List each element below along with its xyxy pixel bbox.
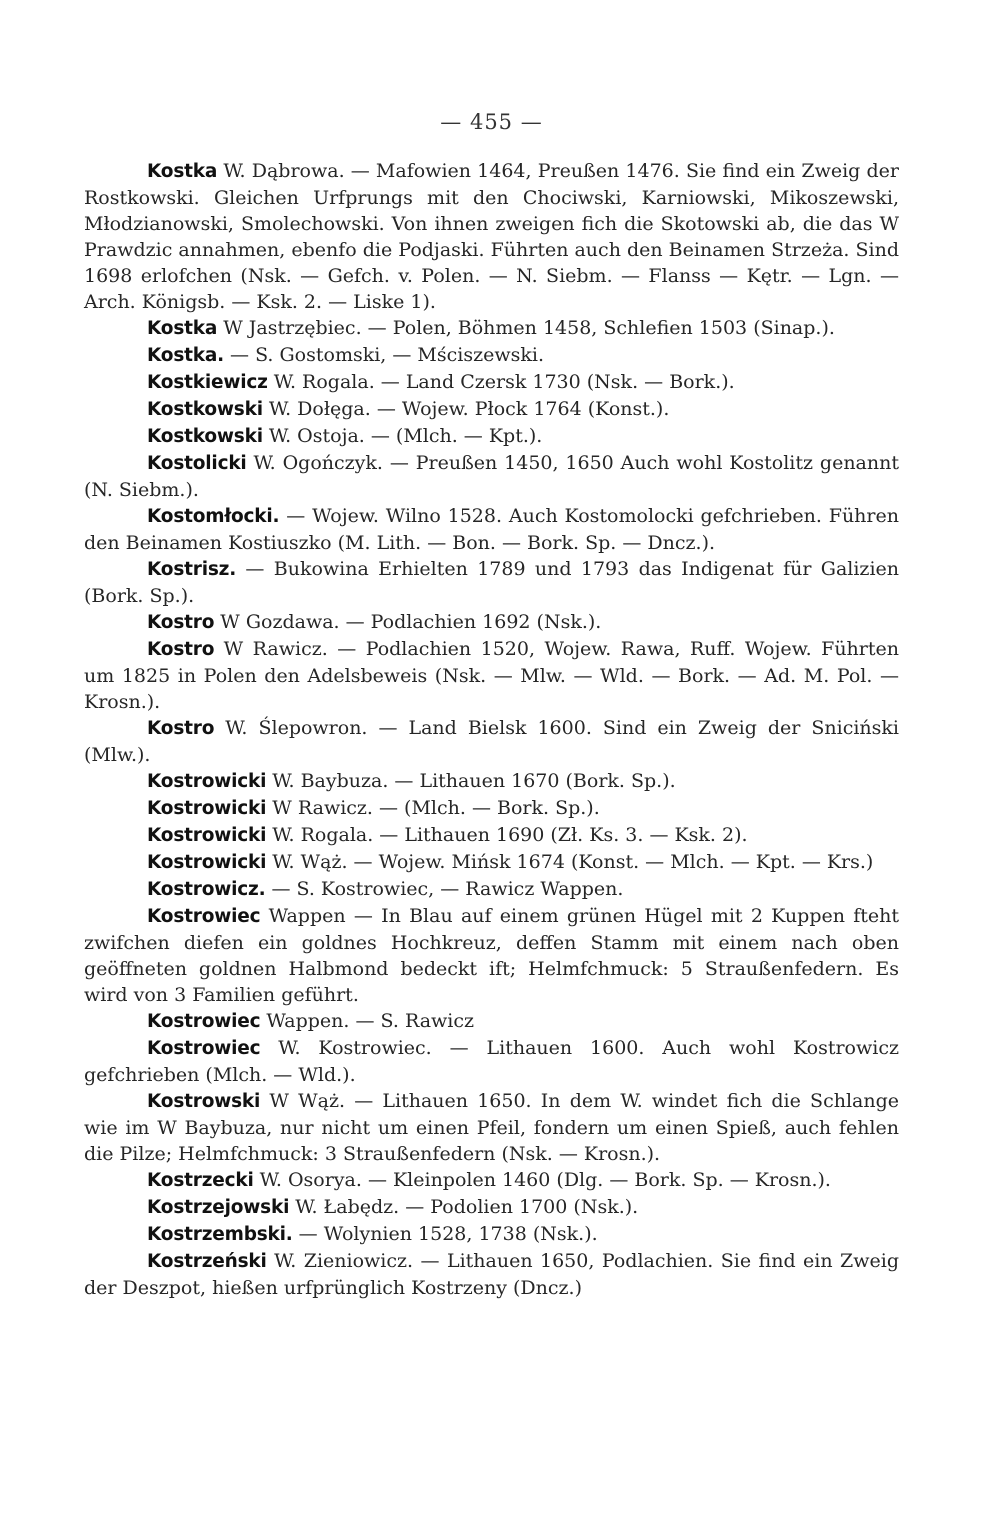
entry-text: W. Ogończyk. — Preußen 1450, 1650 Auch wohl Kostolitz genannt (N. Siebm.). xyxy=(84,452,899,501)
entry-headword: Kostrowicki xyxy=(147,852,267,873)
entry-headword: Kostka xyxy=(147,161,218,182)
entry-headword: Kostrowicz. xyxy=(147,879,266,900)
entry xyxy=(84,903,899,1008)
entry-text: Wappen. — S. Rawicz xyxy=(260,1010,475,1032)
entry xyxy=(84,450,899,503)
entry-text: W. Dąbrowa. — Mafowien 1464, Preußen 1476. Sie find ein Zweig der Rostkowski. Gleichen Urfprungs mit den Chociwski, Karniowski, Mikoszewski, Młodzianowski, Smolechowski. Von ihnen zweigen fich die Skotowski ab, die das W Prawdzic annahmen, ebenfo die Podjaski. Führten auch den Beinamen Strzeża. Sind 1698 erlofchen (Nsk. — Gefch. v. Polen. — N. Siebm. — Flanss — Kętr. — Lgn. — Arch. Königsb. — Ksk. 2. — Liske 1). xyxy=(84,160,899,313)
entry-text: W. Kostrowiec. — Lithauen 1600. Auch wohl Kostrowicz gefchrieben (Mlch. — Wld.). xyxy=(84,1037,899,1086)
entry-headword: Kostomłocki. xyxy=(147,506,280,527)
entry-text: W. Ślepowron. — Land Bielsk 1600. Sind ein Zweig der Sniciński (Mlw.). xyxy=(84,717,899,766)
entry-text: W. Baybuza. — Lithauen 1670 (Bork. Sp.). xyxy=(266,770,676,792)
entry xyxy=(84,715,899,768)
entry xyxy=(84,849,899,876)
entry-headword: Kostrowicki xyxy=(147,825,267,846)
entry-headword: Kostka xyxy=(147,318,218,339)
entry xyxy=(84,1088,899,1167)
entry-headword: Kostkowski xyxy=(147,399,263,420)
entry-headword: Kostrowiec xyxy=(147,1038,261,1059)
entry xyxy=(84,1035,899,1088)
entry-text: — Bukowina Erhielten 1789 und 1793 das Indigenat für Galizien (Bork. Sp.). xyxy=(84,558,899,607)
entry xyxy=(84,876,899,903)
entry-headword: Kostrowiec xyxy=(147,906,261,927)
entry-text: — Wojew. Wilno 1528. Auch Kostomolocki gefchrieben. Führen den Beinamen Kostiuszko (M. Lith. — Bon. — Bork. Sp. — Dncz.). xyxy=(84,505,899,554)
entry-text: W Rawicz. — (Mlch. — Bork. Sp.). xyxy=(266,797,600,819)
entry-headword: Kostro xyxy=(147,612,215,633)
entry xyxy=(84,636,899,715)
entry-headword: Kostro xyxy=(147,718,215,739)
entry-text: W. Dołęga. — Wojew. Płock 1764 (Konst.). xyxy=(262,398,670,420)
entry-headword: Kostrowiec xyxy=(147,1011,261,1032)
entry-headword: Kostolicki xyxy=(147,453,247,474)
entry-headword: Kostkiewicz xyxy=(147,372,268,393)
entry-text: W Jastrzębiec. — Polen, Böhmen 1458, Schlefien 1503 (Sinap.). xyxy=(217,317,835,339)
entry xyxy=(84,423,899,450)
entry-headword: Kostrisz. xyxy=(147,559,237,580)
entry-headword: Kostrzejowski xyxy=(147,1197,290,1218)
entry-text: — S. Gostomski, — Mściszewski. xyxy=(224,344,544,366)
entry xyxy=(84,795,899,822)
entry xyxy=(84,369,899,396)
entry-headword: Kostrowski xyxy=(147,1091,261,1112)
entry-text: W. Łabędz. — Podolien 1700 (Nsk.). xyxy=(289,1196,639,1218)
entry-text: W Wąż. — Lithauen 1650. In dem W. windet fich die Schlange wie im W Baybuza, nur nicht um einen Pfeil, fondern um einen Spieß, auch fehlen die Pilze; Helmfchmuck: 3 Straußenfedern (Nsk. — Krosn.). xyxy=(84,1090,899,1165)
entry-text: Wappen — In Blau auf einem grünen Hügel mit 2 Kuppen fteht zwifchen diefen ein goldnes Hochkreuz, deffen Stamm mit einem nach oben geöffneten goldnen Halbmond bedeckt ift; Helmfchmuck: 5 Straußenfedern. Es wird von 3 Familien geführt. xyxy=(84,905,899,1006)
entry xyxy=(84,822,899,849)
entry xyxy=(84,609,899,636)
entry-headword: Kostro xyxy=(147,639,215,660)
entry xyxy=(84,158,899,315)
entry-headword: Kostkowski xyxy=(147,426,263,447)
entry xyxy=(84,342,899,369)
entry-headword: Kostrowicki xyxy=(147,798,267,819)
entry xyxy=(84,315,899,342)
entry-headword: Kostrowicki xyxy=(147,771,267,792)
entry xyxy=(84,556,899,609)
entry xyxy=(84,768,899,795)
page-body xyxy=(84,110,899,1301)
entry-headword: Kostka. xyxy=(147,345,224,366)
entry-headword: Kostrzembski. xyxy=(147,1224,293,1245)
page-number: — 455 — xyxy=(440,110,543,134)
entry-text: — Wolynien 1528, 1738 (Nsk.). xyxy=(292,1223,598,1245)
entry xyxy=(84,1194,899,1221)
entry xyxy=(84,1167,899,1194)
entry xyxy=(84,1248,899,1301)
entry-headword: Kostrzeński xyxy=(147,1251,267,1272)
entry-text: W. Ostoja. — (Mlch. — Kpt.). xyxy=(262,425,543,447)
entry-text: W. Wąż. — Wojew. Mińsk 1674 (Konst. — Mlch. — Kpt. — Krs.) xyxy=(266,851,874,873)
entry-text: — S. Kostrowiec, — Rawicz Wappen. xyxy=(265,878,624,900)
entry-text: W. Osorya. — Kleinpolen 1460 (Dlg. — Bork. Sp. — Krosn.). xyxy=(253,1169,831,1191)
entry xyxy=(84,1008,899,1035)
entry-headword: Kostrzecki xyxy=(147,1170,254,1191)
entry-text: W. Rogala. — Lithauen 1690 (Zł. Ks. 3. — Ksk. 2). xyxy=(266,824,748,846)
entry xyxy=(84,1221,899,1248)
entry xyxy=(84,396,899,423)
entry-text: W. Zieniowicz. — Lithauen 1650, Podlachien. Sie find ein Zweig der Deszpot, hießen urfprünglich Kostrzeny (Dncz.) xyxy=(84,1250,899,1299)
entry-text: W Gozdawa. — Podlachien 1692 (Nsk.). xyxy=(214,611,602,633)
entry xyxy=(84,503,899,556)
entry-text: W Rawicz. — Podlachien 1520, Wojew. Rawa, Ruff. Wojew. Führten um 1825 in Polen den Adelsbeweis (Nsk. — Mlw. — Wld. — Bork. — Ad. M. Pol. — Krosn.). xyxy=(84,638,899,713)
entry-text: W. Rogala. — Land Czersk 1730 (Nsk. — Bork.). xyxy=(267,371,735,393)
